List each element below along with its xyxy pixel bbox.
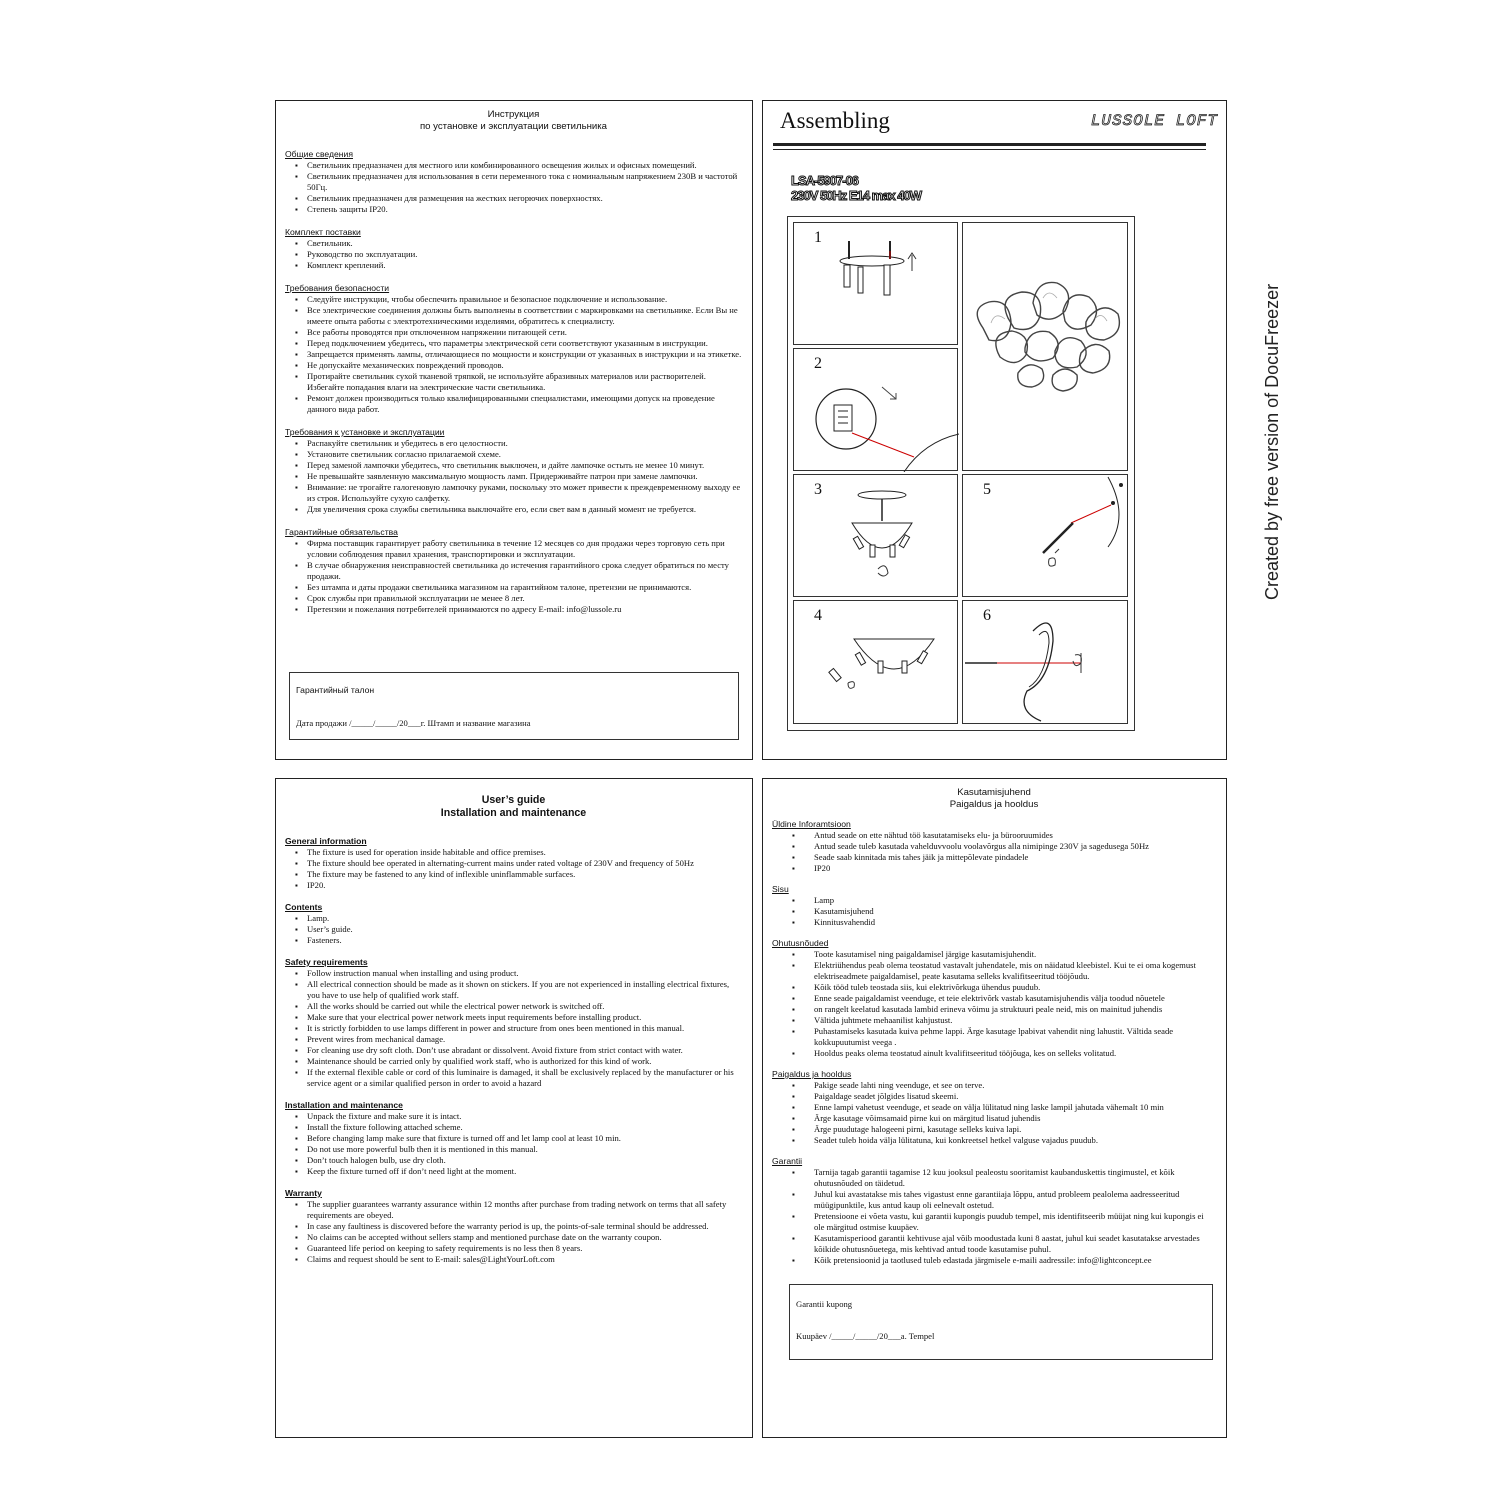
list-item: ▪ Follow instruction manual when installing and using product. — [295, 968, 742, 979]
model-specs: 230V 50Hz E14 max 40W — [791, 188, 922, 203]
section-list — [285, 160, 742, 215]
list-item: ▪ Без штампа и даты продажи светильника магазином на гарантийном талоне, претензии не принимаются. — [295, 582, 742, 593]
section-heading: Гарантийные обязательства — [285, 527, 398, 537]
section — [285, 427, 742, 515]
list-item: ▪ In case any faultiness is discovered before the warranty period is up, the points-of-sale terminal should be addressed. — [295, 1221, 742, 1232]
list-item: ▪ Перед подключением убедитесь, что параметры электрической сети соответствуют указанным в инструкции. — [295, 338, 742, 349]
list-item: ▪ Antud seade tuleb kasutada vahelduvvoolu voolavõrgus alla nimipinge 230V ja sagedusega 50Hz — [782, 841, 1216, 852]
section-heading: Требования безопасности — [285, 283, 390, 293]
section-list — [772, 1080, 1216, 1146]
section — [285, 149, 742, 215]
estonian-card-title: Garantii kupong — [796, 1299, 853, 1309]
english-guide-body — [285, 787, 742, 1276]
list-item: ▪ Elektriühendus peab olema teostatud vastavalt juhendatele, mis on näidatud kleebistel. Kui te ei oma kogemust elektriseadmete paigaldamisel, peate kasutama selleks kvalifitseeritud tööjõudu. — [782, 960, 1216, 982]
list-item: ▪ Претензии и пожелания потребителей принимаются по адресу E-mail: info@lussole.ru — [295, 604, 742, 615]
list-item: ▪ Don’t touch halogen bulb, use dry cloth. — [295, 1155, 742, 1166]
estonian-title-line2: Paigaldus ja hooldus — [949, 799, 1039, 810]
section-list — [285, 847, 742, 891]
list-item: ▪ Make sure that your electrical power network meets input requirements before installing product. — [295, 1012, 742, 1023]
section-heading: General information — [285, 836, 367, 846]
list-item: ▪ Протирайте светильник сухой тканевой тряпкой, не используйте абразивных материалов или растворителей. Избегайте попадания влаги на электрические части светильника. — [295, 371, 742, 393]
list-item: ▪ Внимание: не трогайте галогеновую лампочку руками, поскольку это может привести к преждевременному выходу ее из строя. Используйте сухую салфетку. — [295, 482, 742, 504]
list-item: ▪ Kõik pretensioonid ja taotlused tuleb edastada järgmisele e-maili aadressile: info@lightconcept.ee — [782, 1255, 1216, 1266]
english-title-line2: Installation and maintenance — [440, 807, 587, 819]
estonian-title-line1: Kasutamisjuhend — [957, 787, 1031, 798]
list-item: ▪ Maintenance should be carried only by qualified work staff, who is authorized for this kind of work. — [295, 1056, 742, 1067]
list-item: ▪ Before changing lamp make sure that fixture is turned off and let lamp cool at least 10 min. — [295, 1133, 742, 1144]
section-list — [772, 830, 1216, 874]
wiring-drawing — [794, 349, 959, 472]
step-1-number: 1 — [814, 229, 822, 246]
section — [285, 527, 742, 615]
step-4-number: 4 — [814, 607, 822, 624]
step-5-cell — [962, 474, 1128, 597]
section-list — [285, 294, 742, 415]
canopy-drawing — [794, 475, 959, 598]
step-4-cell — [793, 600, 958, 724]
list-item: ▪ Puhastamiseks kasutada kuiva pehme lappi. Ärge kasutage lраbivat vahendit ning lahustit. Vältida seade kokkupuutumist veega . — [782, 1026, 1216, 1048]
section-list — [772, 1167, 1216, 1266]
section-list — [285, 538, 742, 615]
list-item: ▪ If the external flexible cable or cord of this luminaire is damaged, it shall be exclusively replaced by the manufacturer or his service agent or a similar qualified person in order to avoid a hazard — [295, 1067, 742, 1089]
section-list — [285, 1199, 742, 1265]
mounting-plate-drawing — [794, 223, 959, 346]
list-item: ▪ Paigaldage seadet jõlgides lisatud skeemi. — [782, 1091, 1216, 1102]
header-rule-thick — [773, 143, 1206, 146]
section-heading: Installation and maintenance — [285, 1100, 403, 1110]
list-item: ▪ on rangelt keelatud kasutada lambid erineva võimu ja struktuuri peale neid, mis on mainitud juhendis — [782, 1004, 1216, 1015]
section — [285, 1188, 742, 1265]
russian-title — [285, 109, 742, 133]
model-code: LSA-5907-06 — [791, 173, 859, 188]
list-item: ▪ All electrical connection should be made as it shown on stickers. If you are not experienced in installing electrical fixtures, you have to use help of qualified work staff. — [295, 979, 742, 1001]
list-item: ▪ The fixture may be fastened to any kind of inflexible uninflammable surfaces. — [295, 869, 742, 880]
russian-card-title: Гарантийный талон — [296, 685, 375, 695]
list-item: ▪ Lamp — [782, 895, 1216, 906]
estonian-title — [772, 787, 1216, 811]
section-heading: Contents — [285, 902, 323, 912]
section-list — [285, 1111, 742, 1177]
section-list — [285, 968, 742, 1089]
list-item: ▪ В случае обнаружения неисправностей светильника до истечения гарантийного срока следует обратиться по месту продажи. — [295, 560, 742, 582]
section — [285, 1100, 742, 1177]
shade-drawing — [963, 601, 1129, 725]
english-guide-page — [275, 778, 753, 1438]
estonian-guide-body — [772, 787, 1216, 1276]
list-item: ▪ Enne lampi vahetust veenduge, et seade on välja lülitatud ning laske lampil jahutada vähemalt 10 min — [782, 1102, 1216, 1113]
list-item: ▪ Seadet tuleb hoida välja lülitatuna, kui konkreetsel hetkel valguse vajadus puudub. — [782, 1135, 1216, 1146]
section — [285, 283, 742, 415]
list-item: ▪ Светильник предназначен для местного или комбинированного освещения жилых и офисных помещений. — [295, 160, 742, 171]
assembly-diagram-grid — [787, 216, 1135, 731]
list-item: ▪ User’s guide. — [295, 924, 742, 935]
list-item: ▪ The fixture is used for operation inside habitable and office premises. — [295, 847, 742, 858]
list-item: ▪ Keep the fixture turned off if don’t need light at the moment. — [295, 1166, 742, 1177]
list-item: ▪ For cleaning use dry soft cloth. Don’t use abradant or dissolvent. Avoid fixture from strict contact with water. — [295, 1045, 742, 1056]
section-list — [285, 438, 742, 515]
section — [285, 227, 742, 271]
list-item: ▪ Руководство по эксплуатации. — [295, 249, 742, 260]
list-item: ▪ Seade saab kinnitada mis tahes jäik ja mittepõlevate pindadele — [782, 852, 1216, 863]
section-heading: Warranty — [285, 1188, 322, 1198]
list-item: ▪ Перед заменой лампочки убедитесь, что светильник выключен, и дайте лампочке остыть не менее 10 минут. — [295, 460, 742, 471]
list-item: ▪ Запрещается применять лампы, отличающиеся по мощности и конструкции от указанных в инструкции и на этикетке. — [295, 349, 742, 360]
assembling-page — [762, 100, 1227, 760]
section — [285, 902, 742, 946]
russian-instructions-page — [275, 100, 753, 760]
list-item: ▪ Pretensioone ei võeta vastu, kui garantii kupongis puudub tempel, mis identifitseerib müüjat ning kui kupongis ei ole märgitud ostmise kuupäev. — [782, 1211, 1216, 1233]
english-title-line1: User’s guide — [481, 794, 546, 806]
section-heading: Ohutusnõuded — [772, 938, 829, 948]
list-item: ▪ Светильник. — [295, 238, 742, 249]
list-item: ▪ It is strictly forbidden to use lamps different in power and structure from ones been mentioned in this manual. — [295, 1023, 742, 1034]
list-item: ▪ Fasteners. — [295, 935, 742, 946]
bulb-drawing — [794, 601, 959, 725]
section — [772, 819, 1216, 874]
header-rule-thin — [773, 149, 1206, 150]
list-item: ▪ Kasutamisperiood garantii kehtivuse ajal võib moodustada kuni 8 aastat, juhul kui seadet kasutatakse arvestades kõikide ohutusnõuetega, mis kehtivad antud toode kasutamise puhul. — [782, 1233, 1216, 1255]
section-list — [285, 238, 742, 271]
list-item: ▪ All the works should be carried out while the electrical power network is switched off. — [295, 1001, 742, 1012]
russian-title-line2: по установке и эксплуатации светильника — [419, 121, 608, 132]
list-item: ▪ Ärge kasutage võimsamaid pirne kui on märgitud lisatud juhendis — [782, 1113, 1216, 1124]
list-item: ▪ Комплект креплений. — [295, 260, 742, 271]
list-item: ▪ Степень защиты IP20. — [295, 204, 742, 215]
list-item: ▪ Guaranteed life period on keeping to safety requirements is no less then 8 years. — [295, 1243, 742, 1254]
section-heading: Garantii — [772, 1156, 803, 1166]
arm-drawing — [963, 475, 1129, 598]
list-item: ▪ No claims can be accepted without sellers stamp and mentioned purchase date on the warranty coupon. — [295, 1232, 742, 1243]
list-item: ▪ Ärge puudutage halogeeni pirni, kasutage selleks kuiva lapi. — [782, 1124, 1216, 1135]
list-item: ▪ Unpack the fixture and make sure it is intact. — [295, 1111, 742, 1122]
section-heading: Общие сведения — [285, 149, 353, 159]
list-item: ▪ IP20. — [295, 880, 742, 891]
step-6-number: 6 — [983, 607, 991, 624]
section — [772, 938, 1216, 1059]
list-item: ▪ Светильник предназначен для использования в сети переменного тока с номинальным напряжением 230В и частотой 50Гц. — [295, 171, 742, 193]
step-5-number: 5 — [983, 481, 991, 498]
list-item: ▪ Для увеличения срока службы светильника выключайте его, если свет вам в данный момент не требуется. — [295, 504, 742, 515]
list-item: ▪ Enne seade paigaldamist veenduge, et teie elektrivõrk vastab kasutamisjuhendis välja toodud nõuetele — [782, 993, 1216, 1004]
section — [772, 1156, 1216, 1266]
list-item: ▪ Все работы проводятся при отключенном напряжении питающей сети. — [295, 327, 742, 338]
assembling-title: Assembling — [780, 108, 890, 133]
list-item: ▪ Срок службы при правильной эксплуатации не менее 8 лет. — [295, 593, 742, 604]
list-item: ▪ Фирма поставщик гарантирует работу светильника в течение 12 месяцев со дня продажи через торговую сеть при условии соблюдения правил хранения, транспортировки и эксплуатации. — [295, 538, 742, 560]
section-heading: Üldine Inforamtsioon — [772, 819, 851, 829]
list-item: ▪ Не превышайте заявленную максимальную мощность ламп. Придерживайте патрон при замене лампочки. — [295, 471, 742, 482]
russian-title-line1: Инструкция — [487, 109, 540, 120]
list-item: ▪ Toote kasutamisel ning paigaldamisel järgige kasutamisjuhendit. — [782, 949, 1216, 960]
section — [285, 957, 742, 1089]
step-2-number: 2 — [814, 355, 822, 372]
section-heading: Требования к установке и эксплуатации — [285, 427, 445, 437]
list-item: ▪ Kasutamisjuhend — [782, 906, 1216, 917]
docufreezer-watermark: Created by free version of DocuFreezer — [1262, 283, 1282, 600]
brand-logo: LUSSOLE LOFT — [1090, 112, 1218, 130]
step-6-cell — [962, 600, 1128, 724]
list-item: ▪ Claims and request should be sent to E-mail: sales@LightYourLoft.com — [295, 1254, 742, 1265]
section-list — [772, 949, 1216, 1059]
section-list — [285, 913, 742, 946]
step-3-cell — [793, 474, 958, 597]
section-heading: Sisu — [772, 884, 789, 894]
step-2-cell — [793, 348, 958, 471]
list-item: ▪ The fixture should bee operated in alternating-current mains under rated voltage of 230V and frequency of 50Hz — [295, 858, 742, 869]
step-3-number: 3 — [814, 481, 822, 498]
list-item: ▪ Juhul kui avastatakse mis tahes vigastust enne garantiiaja lõppu, antud probleem pealolema aadresseeritud müügipunktile, kus antud kaup oli eelnevalt ostetud. — [782, 1189, 1216, 1211]
list-item: ▪ Tarnija tagab garantii tagamise 12 kuu jooksul pealeostu sooritamist kaubanduskettis tingimustel, et kõik ohutusnõuded on täidetud. — [782, 1167, 1216, 1189]
section-heading: Safety requirements — [285, 957, 368, 967]
estonian-warranty-card — [789, 1284, 1213, 1360]
list-item: ▪ Hooldus peaks olema teostatud ainult kvalifitseeritud tööjõuga, kes on selleks volitatud. — [782, 1048, 1216, 1059]
list-item: ▪ Pakige seade lahti ning veenduge, et see on terve. — [782, 1080, 1216, 1091]
english-title — [285, 794, 742, 820]
section-heading: Paigaldus ja hooldus — [772, 1069, 852, 1079]
list-item: ▪ Lamp. — [295, 913, 742, 924]
list-item: ▪ Prevent wires from mechanical damage. — [295, 1034, 742, 1045]
list-item: ▪ Install the fixture following attached scheme. — [295, 1122, 742, 1133]
list-item: ▪ Следуйте инструкции, чтобы обеспечить правильное и безопасное подключение и использование. — [295, 294, 742, 305]
section-list — [772, 895, 1216, 928]
list-item: ▪ Ремонт должен производиться только квалифицированными специалистами, имеющими допуск на проведение данного вида работ. — [295, 393, 742, 415]
list-item: ▪ Vältida juhtmete mehaanilist kahjustust. — [782, 1015, 1216, 1026]
list-item: ▪ IP20 — [782, 863, 1216, 874]
list-item: ▪ Kõik tööd tuleb teostada siis, kui elektrivõrkuga ühendus puudub. — [782, 982, 1216, 993]
russian-sections — [285, 149, 742, 615]
list-item: ▪ Kinnitusvahendid — [782, 917, 1216, 928]
list-item: ▪ Распакуйте светильник и убедитесь в его целостности. — [295, 438, 742, 449]
russian-card-date: Дата продажи /_____/_____/20___г. Штамп и название магазина — [296, 718, 531, 728]
estonian-card-date: Kuupäev /_____/_____/20___a. Tempel — [796, 1331, 935, 1341]
list-item: ▪ Установите светильник согласно прилагаемой схеме. — [295, 449, 742, 460]
section-heading: Комплект поставки — [285, 227, 361, 237]
section — [772, 884, 1216, 928]
russian-warranty-card — [289, 672, 739, 740]
list-item: ▪ Antud seade on ette nähtud töö kasutatamiseks elu- ja bürooruumides — [782, 830, 1216, 841]
list-item: ▪ Светильник предназначен для размещения на жестких негорючих поверхностях. — [295, 193, 742, 204]
lamp-illustration — [963, 223, 1129, 472]
section — [285, 836, 742, 891]
list-item: ▪ The supplier guarantees warranty assurance within 12 months after purchase from trading network on terms that all safety requirements are obeyed. — [295, 1199, 742, 1221]
section — [772, 1069, 1216, 1146]
step-1-cell — [793, 222, 958, 345]
russian-instructions-body — [285, 109, 742, 627]
list-item: ▪ Все электрические соединения должны быть выполнены в соответствии с маркировками на светильнике. Если Вы не имеете опыта работы с электротехническими изделиями, обратитесь к специалисту. — [295, 305, 742, 327]
list-item: ▪ Do not use more powerful bulb then it is mentioned in this manual. — [295, 1144, 742, 1155]
english-sections — [285, 836, 742, 1265]
lamp-image-cell — [962, 222, 1128, 471]
estonian-guide-page — [762, 778, 1227, 1438]
estonian-sections — [772, 819, 1216, 1266]
list-item: ▪ Не допускайте механических повреждений проводов. — [295, 360, 742, 371]
